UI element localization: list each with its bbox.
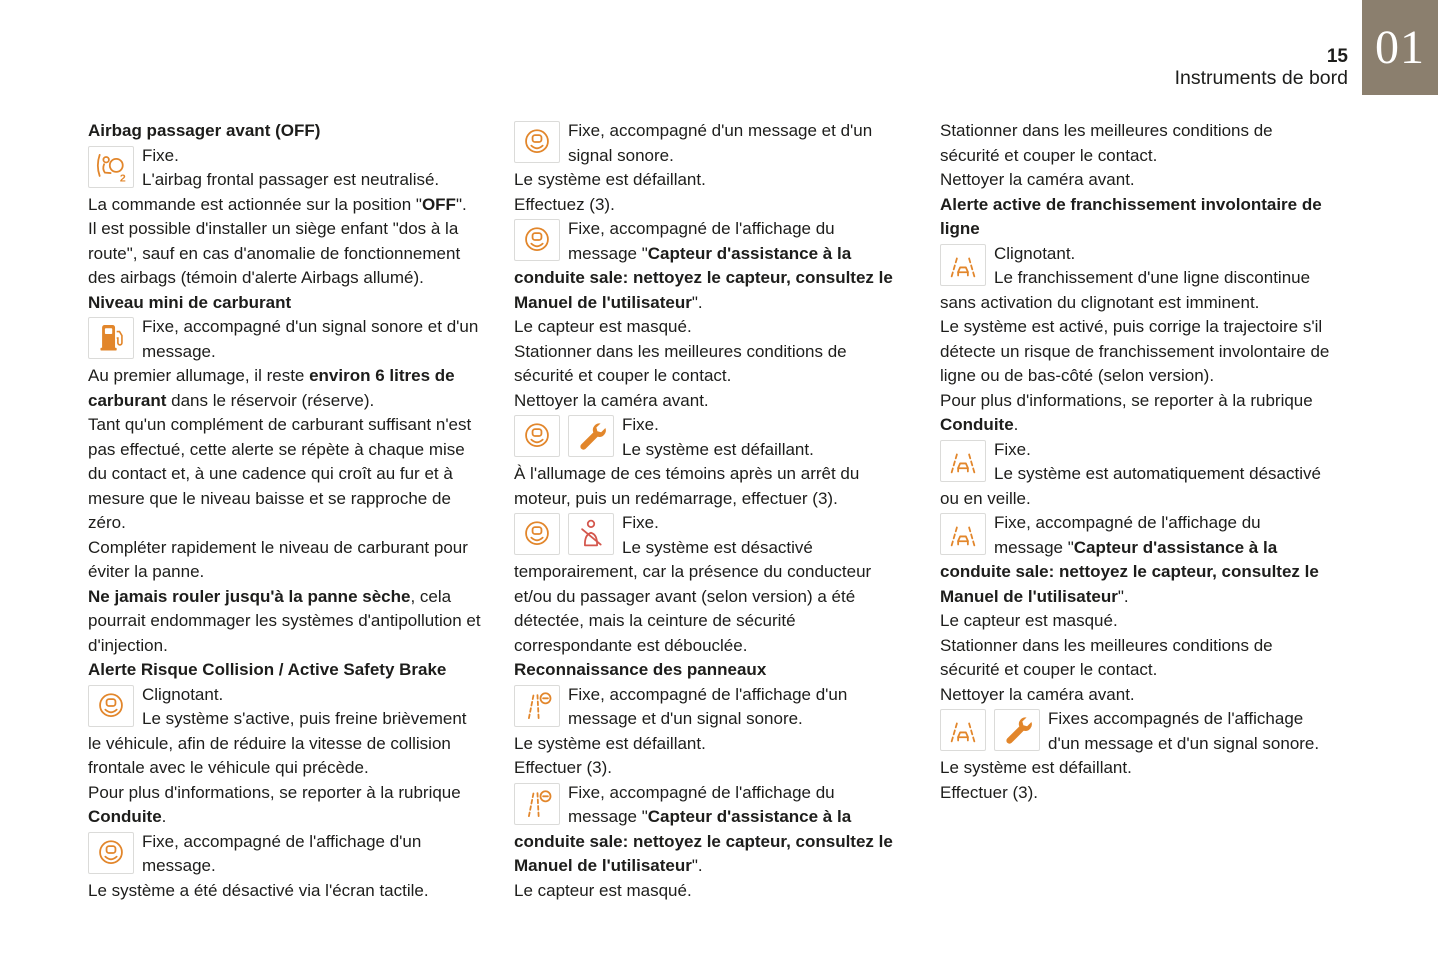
paragraph bbox=[940, 389, 1334, 438]
text-run: Le système est automatiquement désactivé ou en veille. bbox=[940, 464, 1321, 508]
text-run: Effectuer (3). bbox=[940, 782, 1038, 802]
section-heading: Niveau mini de carburant bbox=[88, 292, 292, 312]
paragraph bbox=[88, 536, 482, 585]
paragraph bbox=[88, 781, 482, 830]
text-run: Capteur d'assistance à la conduite sale: nettoyez le capteur, consultez le Manuel de l'utilisateur bbox=[514, 243, 893, 312]
paragraph bbox=[514, 732, 908, 757]
indicator-description bbox=[514, 119, 908, 168]
paragraph bbox=[514, 389, 908, 414]
seatbelt-unfastened-icon bbox=[568, 513, 614, 555]
service-wrench-icon bbox=[994, 709, 1040, 751]
text-run: Le système s'active, puis freine brièvement le véhicule, afin de réduire la vitesse de collision frontale avec le véhicule qui précède. bbox=[88, 709, 467, 777]
text-run: Pour plus d'informations, se reporter à la rubrique bbox=[940, 390, 1313, 410]
service-wrench-icon bbox=[568, 415, 614, 457]
indicator-description bbox=[514, 217, 908, 315]
section-heading: Alerte active de franchissement involontaire de ligne bbox=[940, 194, 1322, 238]
page-number: 15 bbox=[1326, 46, 1348, 67]
paragraph bbox=[940, 315, 1334, 389]
paragraph bbox=[940, 634, 1334, 683]
collision-alert-icon bbox=[514, 121, 560, 163]
paragraph bbox=[88, 413, 482, 536]
text-run: Clignotant. bbox=[142, 684, 224, 704]
text-run: Conduite bbox=[88, 807, 162, 826]
text-run: Fixe, accompagné de l'affichage du message " bbox=[994, 513, 1261, 557]
paragraph bbox=[88, 364, 482, 413]
text-run: Fixes accompagnés de l'affichage d'un message et d'un signal sonore. bbox=[1048, 709, 1320, 753]
paragraph bbox=[940, 168, 1334, 193]
paragraph bbox=[940, 609, 1334, 634]
text-run: Le système est activé, puis corrige la trajectoire s'il détecte un risque de franchissement involontaire de ligne ou de bas-côté (selon version). bbox=[940, 317, 1330, 385]
text-run: ". bbox=[691, 856, 703, 875]
text-run: Conduite bbox=[940, 415, 1014, 434]
text-run: Fixe. bbox=[622, 415, 659, 434]
text-run: Clignotant. bbox=[994, 243, 1076, 263]
text-run: Nettoyer la caméra avant. bbox=[940, 684, 1135, 704]
text-run: ". bbox=[455, 194, 467, 214]
svg-text:2: 2 bbox=[119, 172, 126, 184]
paragraph bbox=[940, 683, 1334, 708]
section-title: Instruments de bord bbox=[1174, 67, 1348, 89]
paragraph bbox=[514, 193, 908, 218]
text-run: À l'allumage de ces témoins après un arrêt du moteur, puis un redémarrage, effectuer (3). bbox=[514, 464, 860, 508]
paragraph bbox=[514, 315, 908, 340]
section-heading: Airbag passager avant (OFF) bbox=[88, 121, 321, 140]
text-run: ". bbox=[1117, 586, 1129, 606]
text-run: Fixe, accompagné de l'affichage du message " bbox=[568, 782, 835, 826]
text-run: L'airbag frontal passager est neutralisé. bbox=[142, 170, 440, 189]
indicator-description bbox=[940, 438, 1334, 512]
text-run: Capteur d'assistance à la conduite sale: nettoyez le capteur, consultez le Manuel de l'utilisateur bbox=[940, 537, 1319, 606]
text-run: Le capteur est masqué. bbox=[514, 880, 692, 900]
text-run: ". bbox=[691, 292, 703, 312]
text-run: Le système est défaillant. bbox=[622, 439, 814, 459]
paragraph bbox=[514, 462, 908, 511]
text-run: OFF bbox=[421, 194, 456, 214]
text-run: Stationner dans les meilleures conditions de sécurité et couper le contact. bbox=[940, 635, 1273, 679]
text-run: Compléter rapidement le niveau de carburant pour éviter la panne. bbox=[88, 537, 468, 581]
text-run: Le système est défaillant. bbox=[940, 758, 1132, 777]
paragraph bbox=[514, 756, 908, 781]
chapter-number: 01 bbox=[1375, 21, 1425, 74]
text-run: Fixe, accompagné d'un message et d'un signal sonore. bbox=[568, 121, 873, 165]
text-run: Stationner dans les meilleures conditions de sécurité et couper le contact. bbox=[514, 341, 847, 385]
collision-alert-icon bbox=[88, 685, 134, 727]
paragraph bbox=[940, 781, 1334, 806]
text-run: Effectuez (3). bbox=[514, 194, 615, 214]
indicator-description bbox=[514, 413, 908, 462]
text-run: Fixe. bbox=[142, 145, 179, 165]
collision-alert-icon bbox=[88, 832, 134, 874]
collision-alert-icon bbox=[514, 513, 560, 555]
indicator-description bbox=[940, 707, 1334, 756]
text-run: Le franchissement d'une ligne discontinue sans activation du clignotant est imminent. bbox=[940, 268, 1311, 312]
text-run: Fixe. bbox=[994, 439, 1031, 459]
indicator-description bbox=[940, 511, 1334, 609]
indicator-description bbox=[940, 242, 1334, 316]
column-2 bbox=[514, 119, 908, 903]
indicator-description bbox=[514, 511, 908, 658]
text-run: Le système est défaillant. bbox=[514, 170, 706, 189]
text-run: Effectuer (3). bbox=[514, 758, 612, 777]
text-run: environ 6 litres de carburant bbox=[88, 366, 455, 410]
indicator-description bbox=[514, 683, 908, 732]
paragraph bbox=[88, 193, 482, 218]
paragraph bbox=[88, 585, 482, 659]
text-run: Tant qu'un complément de carburant suffisant n'est pas effectué, cette alerte se répète à chaque mise du contact et, à une cadence qui croît au fur et à mesure que le niveau baisse et se rapproche de zéro. bbox=[88, 415, 472, 532]
paragraph bbox=[514, 168, 908, 193]
text-run: Fixe, accompagné de l'affichage du message " bbox=[568, 219, 835, 263]
lane-departure-icon bbox=[940, 244, 986, 286]
section-heading: Alerte Risque Collision / Active Safety Brake bbox=[88, 660, 447, 679]
traffic-sign-recognition-icon bbox=[514, 783, 560, 825]
collision-alert-icon bbox=[514, 219, 560, 261]
text-run: Le système a été désactivé via l'écran tactile. bbox=[88, 880, 429, 900]
lane-departure-icon bbox=[940, 709, 986, 751]
paragraph bbox=[514, 340, 908, 389]
text-run: Nettoyer la caméra avant. bbox=[514, 390, 709, 410]
indicator-description bbox=[88, 315, 482, 364]
indicator-description bbox=[88, 830, 482, 879]
chapter-tab bbox=[1362, 0, 1438, 95]
text-run: Il est possible d'installer un siège enfant "dos à la route", sauf en cas d'anomalie de fonctionnement des airbags (témoin d'alerte Airbags allumé). bbox=[88, 219, 461, 287]
lane-departure-icon bbox=[940, 440, 986, 482]
text-run: Fixe, accompagné de l'affichage d'un message. bbox=[142, 831, 422, 875]
section-heading: Reconnaissance des panneaux bbox=[514, 660, 767, 679]
content-columns bbox=[88, 119, 1334, 903]
paragraph bbox=[940, 756, 1334, 781]
text-run: Capteur d'assistance à la conduite sale: nettoyez le capteur, consultez le Manuel de l'utilisateur bbox=[514, 807, 893, 875]
text-run: . bbox=[1013, 415, 1019, 434]
column-1 bbox=[88, 119, 482, 903]
text-run: Stationner dans les meilleures conditions de sécurité et couper le contact. bbox=[940, 121, 1273, 165]
text-run: Nettoyer la caméra avant. bbox=[940, 170, 1135, 189]
collision-alert-icon bbox=[514, 415, 560, 457]
text-run: Le capteur est masqué. bbox=[940, 611, 1118, 630]
text-run: Le système est désactivé temporairement, car la présence du conducteur et/ou du passager avant (selon version) a été détectée, mais la ceinture de sécurité correspondante est débouclée. bbox=[514, 537, 872, 655]
indicator-description bbox=[514, 781, 908, 879]
text-run: Fixe, accompagné de l'affichage d'un message et d'un signal sonore. bbox=[568, 684, 848, 728]
text-run: . bbox=[161, 807, 167, 826]
airbag-off-icon bbox=[88, 146, 134, 188]
text-run: Fixe, accompagné d'un signal sonore et d'un message. bbox=[142, 317, 479, 361]
fuel-low-icon bbox=[88, 317, 134, 359]
paragraph bbox=[88, 217, 482, 291]
indicator-description bbox=[88, 144, 482, 193]
text-run: La commande est actionnée sur la position " bbox=[88, 194, 422, 214]
text-run: , cela pourrait endommager les systèmes d'antipollution et d'injection. bbox=[88, 586, 481, 655]
text-run: Ne jamais rouler jusqu'à la panne sèche bbox=[88, 586, 411, 606]
text-run: Au premier allumage, il reste bbox=[88, 366, 310, 385]
traffic-sign-recognition-icon bbox=[514, 685, 560, 727]
paragraph bbox=[940, 119, 1334, 168]
text-run: dans le réservoir (réserve). bbox=[166, 390, 375, 410]
lane-departure-icon bbox=[940, 513, 986, 555]
text-run: Fixe. bbox=[622, 513, 659, 532]
paragraph bbox=[88, 879, 482, 904]
column-3 bbox=[940, 119, 1334, 903]
paragraph bbox=[514, 879, 908, 904]
text-run: Le capteur est masqué. bbox=[514, 317, 692, 336]
indicator-description bbox=[88, 683, 482, 781]
text-run: Le système est défaillant. bbox=[514, 733, 706, 753]
text-run: Pour plus d'informations, se reporter à la rubrique bbox=[88, 782, 461, 802]
